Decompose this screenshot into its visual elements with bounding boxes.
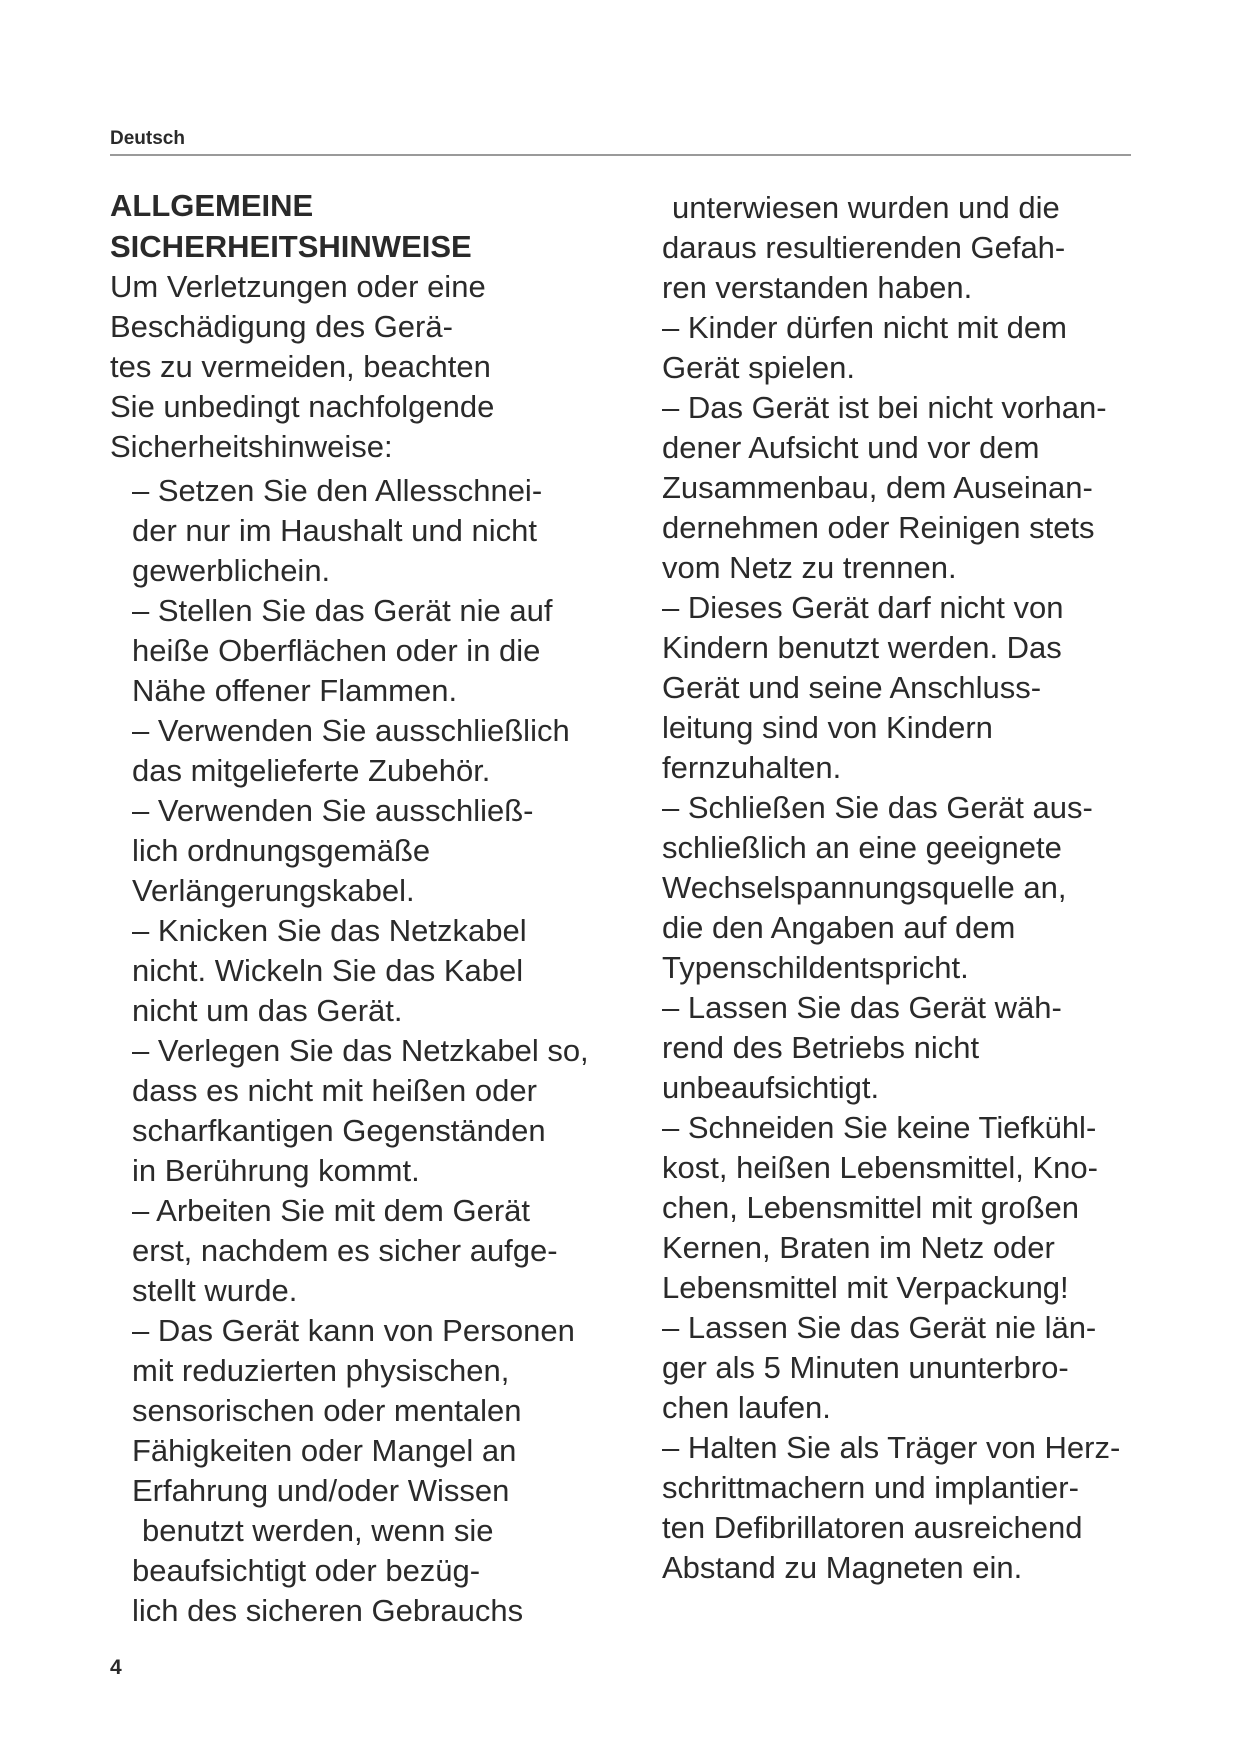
body-line: kost, heißen Lebensmittel, Kno- (662, 1150, 1098, 1185)
list-line: gewerblichein. (132, 553, 331, 588)
intro-line: tes zu vermeiden, beachten (110, 349, 491, 384)
list-line: – Setzen Sie den Allesschnei- (132, 473, 543, 508)
body-line: ger als 5 Minuten ununterbro- (662, 1350, 1069, 1385)
list-line: erst, nachdem es sicher aufge- (132, 1233, 558, 1268)
list-line: Erfahrung und/oder Wissen (132, 1473, 510, 1508)
body-line: ten Defibrillatoren ausreichend (662, 1510, 1083, 1545)
body-line: Kernen, Braten im Netz oder (662, 1230, 1055, 1265)
body-line: unbeaufsichtigt. (662, 1070, 880, 1105)
body-line: – Dieses Gerät darf nicht von (662, 590, 1064, 625)
list-line: – Knicken Sie das Netzkabel (132, 913, 527, 948)
body-line: daraus resultierenden Gefah- (662, 230, 1066, 265)
body-line: – Kinder dürfen nicht mit dem (662, 310, 1067, 345)
list-line: heiße Oberflächen oder in die (132, 633, 541, 668)
body-line: Abstand zu Magneten ein. (662, 1550, 1023, 1585)
list-line: benutzt werden, wenn sie (142, 1513, 494, 1548)
safety-list-left (110, 471, 670, 1631)
intro-paragraph (110, 267, 670, 467)
body-line: chen laufen. (662, 1390, 831, 1425)
header-divider (110, 154, 1131, 156)
list-line: lich ordnungsgemäße (132, 833, 431, 868)
list-line: scharfkantigen Gegenständen (132, 1113, 546, 1148)
list-line: mit reduzierten physischen, (132, 1353, 510, 1388)
title-line: ALLGEMEINE (110, 188, 314, 223)
list-line: der nur im Haushalt und nicht (132, 513, 537, 548)
list-line: – Das Gerät kann von Personen (132, 1313, 575, 1348)
body-line: – Schneiden Sie keine Tiefkühl- (662, 1110, 1097, 1145)
body-line: unterwiesen wurden und die (672, 190, 1060, 225)
title-line: SICHERHEITSHINWEISE (110, 229, 472, 264)
body-line: leitung sind von Kindern (662, 710, 993, 745)
body-line: – Lassen Sie das Gerät nie län- (662, 1310, 1097, 1345)
list-line: Nähe offener Flammen. (132, 673, 458, 708)
left-column (110, 185, 670, 1631)
list-line: Fähigkeiten oder Mangel an (132, 1433, 517, 1468)
body-line: dener Aufsicht und vor dem (662, 430, 1040, 465)
body-line: Gerät spielen. (662, 350, 855, 385)
list-line: – Arbeiten Sie mit dem Gerät (132, 1193, 531, 1228)
body-line: dernehmen oder Reinigen stets (662, 510, 1095, 545)
body-line: – Lassen Sie das Gerät wäh- (662, 990, 1062, 1025)
body-line: Typenschildentspricht. (662, 950, 969, 985)
body-line: fernzuhalten. (662, 750, 842, 785)
list-line: – Verlegen Sie das Netzkabel so, (132, 1033, 589, 1068)
list-line: – Verwenden Sie ausschließlich (132, 713, 570, 748)
list-line: – Stellen Sie das Gerät nie auf (132, 593, 553, 628)
body-line: vom Netz zu trennen. (662, 550, 957, 585)
body-line: ren verstanden haben. (662, 270, 973, 305)
body-line: Kindern benutzt werden. Das (662, 630, 1062, 665)
list-line: – Verwenden Sie ausschließ- (132, 793, 534, 828)
list-line: stellt wurde. (132, 1273, 298, 1308)
list-line: beaufsichtigt oder bezüg- (132, 1553, 481, 1588)
body-line: Lebensmittel mit Verpackung! (662, 1270, 1069, 1305)
body-line: Gerät und seine Anschluss- (662, 670, 1042, 705)
intro-line: Um Verletzungen oder eine (110, 269, 486, 304)
body-line: chen, Lebensmittel mit großen (662, 1190, 1079, 1225)
body-line: – Schließen Sie das Gerät aus- (662, 790, 1093, 825)
intro-line: Sie unbedingt nachfolgende (110, 389, 495, 424)
intro-line: Sicherheitshinweise: (110, 429, 393, 464)
list-line: lich des sicheren Gebrauchs (132, 1593, 524, 1628)
list-line: sensorischen oder mentalen (132, 1393, 522, 1428)
body-line: Zusammenbau, dem Auseinan- (662, 470, 1093, 505)
list-line: nicht um das Gerät. (132, 993, 403, 1028)
intro-line: Beschädigung des Gerä- (110, 309, 453, 344)
body-line: – Halten Sie als Träger von Herz- (662, 1430, 1121, 1465)
right-column (662, 188, 1182, 1588)
body-line: – Das Gerät ist bei nicht vorhan- (662, 390, 1107, 425)
list-line: dass es nicht mit heißen oder (132, 1073, 537, 1108)
body-line: schließlich an eine geeignete (662, 830, 1062, 865)
list-line: nicht. Wickeln Sie das Kabel (132, 953, 524, 988)
body-line: Wechselspannungsquelle an, (662, 870, 1067, 905)
section-title (110, 185, 670, 267)
body-line: rend des Betriebs nicht (662, 1030, 980, 1065)
body-line: die den Angaben auf dem (662, 910, 1016, 945)
header-language-label: Deutsch (110, 128, 185, 149)
list-line: das mitgelieferte Zubehör. (132, 753, 491, 788)
page-number: 4 (110, 1656, 122, 1679)
list-line: in Berührung kommt. (132, 1153, 420, 1188)
list-line: Verlängerungskabel. (132, 873, 415, 908)
body-line: schrittmachern und implantier- (662, 1470, 1079, 1505)
